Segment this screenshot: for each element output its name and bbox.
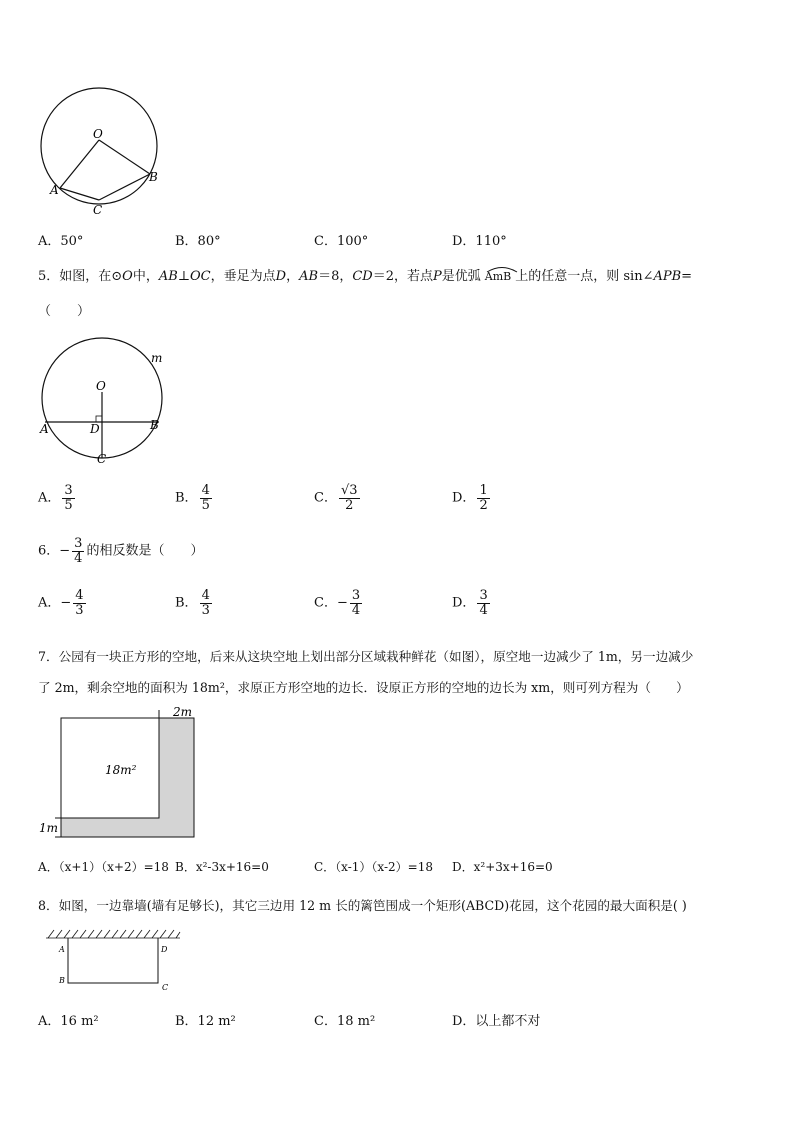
q5-label-o: O — [96, 379, 106, 393]
q7-option-b[interactable]: B．x²-3x+16=0 — [175, 860, 269, 874]
q5-option-d-fraction: $\frac{1}{2}$ — [479, 483, 488, 513]
q6-option-c-fraction: $\frac{3}{4}$ — [351, 588, 361, 618]
q5-circle-figure — [30, 330, 170, 470]
q4-option-d[interactable]: D．110° — [452, 234, 507, 249]
q6-option-d-fraction: $\frac{3}{4}$ — [479, 588, 488, 618]
q4-option-c[interactable]: C．100° — [314, 234, 369, 249]
q5-option-b-fraction: $\frac{4}{5}$ — [201, 483, 210, 513]
q4-label-c: C — [93, 203, 103, 217]
q7-option-c[interactable]: C．（x-1）（x-2）=18 — [314, 860, 433, 874]
q4-option-b[interactable]: B．80° — [175, 234, 221, 249]
q7-label-area: 18m² — [105, 763, 137, 777]
q7-label-1m: 1m — [39, 821, 59, 835]
q4-circle-figure — [30, 80, 170, 220]
q7-option-d[interactable]: D．x²+3x+16=0 — [452, 860, 553, 874]
q5-option-a-fraction: $\frac{3}{5}$ — [64, 483, 73, 513]
q6-option-c[interactable]: C．− $\frac{3}{4}$ — [314, 588, 361, 618]
q6-option-d[interactable]: D． $\frac{3}{4}$ — [452, 588, 488, 618]
q5-arc-label: AmB — [485, 270, 511, 283]
q8-label-b: B — [59, 976, 65, 985]
q4-label-b: B — [149, 170, 158, 184]
q5-label-c: C — [97, 452, 107, 466]
q5-option-a[interactable]: A． $\frac{3}{5}$ — [38, 483, 73, 513]
q7-label-2m: 2m — [173, 705, 193, 719]
q4-option-a[interactable]: A．50° — [38, 234, 84, 249]
q5-label-m: m — [151, 351, 163, 365]
q6-fraction: $\frac{3}{4}$ — [74, 536, 83, 566]
q5-question-text: 5．如图，在⊙O中，AB⊥OC，垂足为点D，AB＝8，CD＝2，若点P是优弧 AmB 上的任意一点，则 sin∠APB= — [38, 265, 692, 284]
q8-label-c: C — [162, 983, 169, 992]
q5-option-c[interactable]: C． $\frac{√3}{2}$ — [314, 483, 358, 513]
q5-label-b: B — [150, 418, 159, 432]
q7-option-a[interactable]: A．（x+1）（x+2）=18 — [38, 860, 169, 874]
arc-mark-icon — [485, 265, 519, 273]
q6-option-a[interactable]: A．− $\frac{4}{3}$ — [38, 588, 84, 618]
q8-question-text: 8．如图，一边靠墙(墙有足够长)，其它三边用 12 m 长的篱笆围成一个矩形(ABCD)花园，这个花园的最大面积是( ) — [38, 898, 687, 913]
q5-label-a: A — [40, 422, 49, 436]
q8-option-c[interactable]: C．18 m² — [314, 1014, 376, 1029]
q6-option-b[interactable]: B． $\frac{4}{3}$ — [175, 588, 210, 618]
q8-wall-figure — [40, 928, 185, 998]
q5-option-d[interactable]: D． $\frac{1}{2}$ — [452, 483, 488, 513]
q7-line-2: 了 2m，剩余空地的面积为 18m²，求原正方形空地的边长．设原正方形的空地的边长为 xm，则可列方程为（ ） — [38, 680, 689, 695]
q7-line-1: 7．公园有一块正方形的空地，后来从这块空地上划出部分区域栽种鲜花（如图），原空地一边减少了 1m，另一边减少 — [38, 649, 694, 664]
q4-label-o: O — [93, 127, 103, 141]
q8-label-d: D — [161, 945, 168, 954]
q8-option-b[interactable]: B．12 m² — [175, 1014, 236, 1029]
q4-label-a: A — [50, 183, 59, 197]
q5-paren: （ ） — [38, 304, 91, 319]
q6-option-b-fraction: $\frac{4}{3}$ — [201, 588, 210, 618]
q6-question-text: 6．− $\frac{3}{4}$ 的相反数是（ ） — [38, 536, 204, 566]
q8-option-a[interactable]: A．16 m² — [38, 1014, 99, 1029]
q6-option-a-fraction: $\frac{4}{3}$ — [75, 588, 84, 618]
q8-label-a: A — [59, 945, 65, 954]
wall-hatching — [46, 930, 180, 938]
q5-label-d: D — [90, 422, 100, 436]
q5-option-b[interactable]: B． $\frac{4}{5}$ — [175, 483, 210, 513]
q5-option-c-fraction: $\frac{√3}{2}$ — [340, 483, 358, 513]
q7-square-figure — [35, 702, 205, 842]
q8-option-d[interactable]: D．以上都不对 — [452, 1014, 541, 1029]
